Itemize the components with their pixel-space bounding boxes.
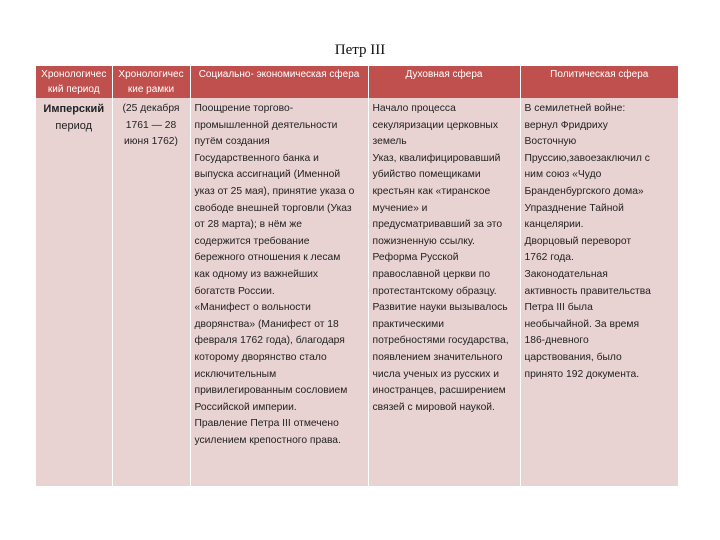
- cell-political: В семилетней войне: вернул Фридриху Восточную Пруссию,завоезаключил с ним союз «Чудо Бранденбургского дома» Упразднение Тайной канцелярии. Дворцовый переворот 1762 года. Законодательная активность правительства Петра III была необычайной. За время 186-дневного царствования, было принято 192 документа.: [520, 98, 678, 486]
- header-socio-economic: Социально- экономическая сфера: [190, 66, 368, 98]
- cell-spiritual: Начало процесса секуляризации церковных земель Указ, квалифицировавший убийство помещиками крестьян как «тиранское мучение» и предусматривавший за это пожизненную ссылку. Реформа Русской православной церкви по протестантскому образцу. Развитие науки вызывалось практическими потребностями государства, появлением значительного числа ученых из русских и иностранцев, расширением связей с мировой наукой.: [368, 98, 520, 486]
- header-row: [36, 66, 678, 98]
- table-row: [36, 98, 678, 486]
- cell-frame: (25 декабря 1761 — 28 июня 1762): [112, 98, 190, 486]
- header-spiritual: Духовная сфера: [368, 66, 520, 98]
- page-title: Петр III: [334, 42, 386, 58]
- header-period: Хронологичес кий период: [36, 66, 112, 98]
- header-frame: Хронологичес кие рамки: [112, 66, 190, 98]
- header-political: Политическая сфера: [520, 66, 678, 98]
- period-rest: период: [55, 119, 93, 132]
- cell-socio-economic: Поощрение торгово- промышленной деятельности путём создания Государственного банка и выпуска ассигнаций (Именной указ от 25 мая), принятие указа о свободе внешней торговли (Указ от 28 марта); в нём же содержится требование бережного отношения к лесам как одному из важнейших богатств России. «Манифест о вольности дворянства» (Манифест от 18 февраля 1762 года), благодаря которому дворянство стало исключительным привилегированным сословием Российской империи. Правление Петра III отмечено усилением крепостного права.: [190, 98, 368, 486]
- history-table: [36, 66, 678, 486]
- cell-period: [36, 98, 112, 486]
- period-bold: Имперский: [43, 103, 105, 115]
